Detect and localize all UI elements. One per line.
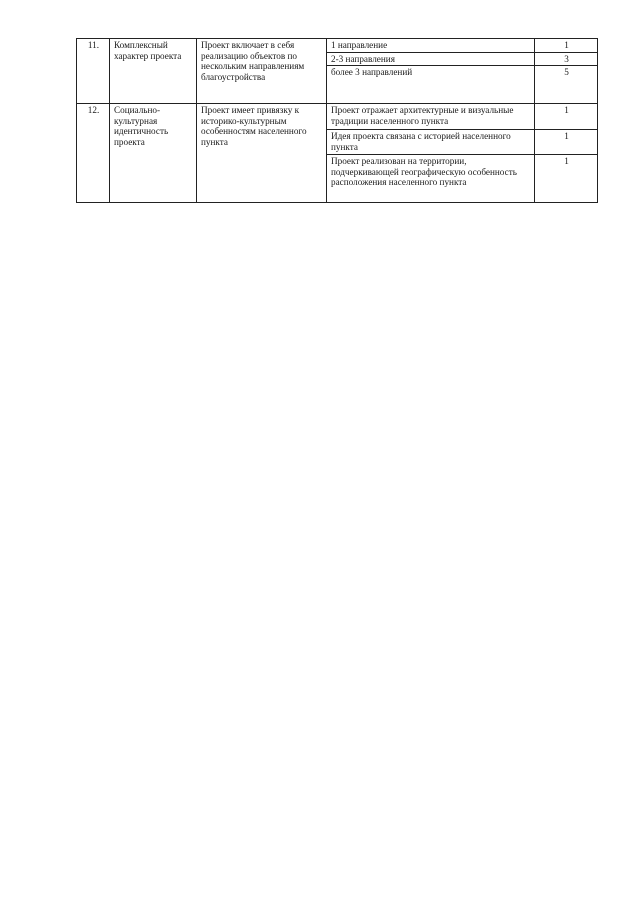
option-score: 1: [535, 104, 598, 130]
option-text: Проект отражает архитектурные и визуальные традиции населенного пункта: [327, 104, 535, 130]
option-text: более 3 направлений: [327, 66, 535, 104]
option-score: 3: [535, 52, 598, 66]
criterion-name: Социально- культурная идентичность проекта: [110, 104, 197, 203]
criterion-condition: Проект имеет привязку к историко-культурным особенностям населенного пункта: [197, 104, 327, 203]
option-text: 1 направление: [327, 39, 535, 53]
option-score: 5: [535, 66, 598, 104]
criterion-condition: Проект включает в себя реализацию объектов по нескольким направлениям благоустройства: [197, 39, 327, 104]
criterion-11-row-1: [77, 39, 598, 53]
criterion-12-row-1: [77, 104, 598, 130]
option-text: Проект реализован на территории, подчеркивающей географическую особенность расположения населенного пункта: [327, 155, 535, 203]
criterion-number: 11.: [77, 39, 110, 104]
option-score: 1: [535, 130, 598, 155]
criterion-name: Комплексный характер проекта: [110, 39, 197, 104]
option-score: 1: [535, 155, 598, 203]
option-score: 1: [535, 39, 598, 53]
option-text: Идея проекта связана с историей населенного пункта: [327, 130, 535, 155]
criteria-table: [76, 38, 598, 203]
criterion-number: 12.: [77, 104, 110, 203]
option-text: 2-3 направления: [327, 52, 535, 66]
